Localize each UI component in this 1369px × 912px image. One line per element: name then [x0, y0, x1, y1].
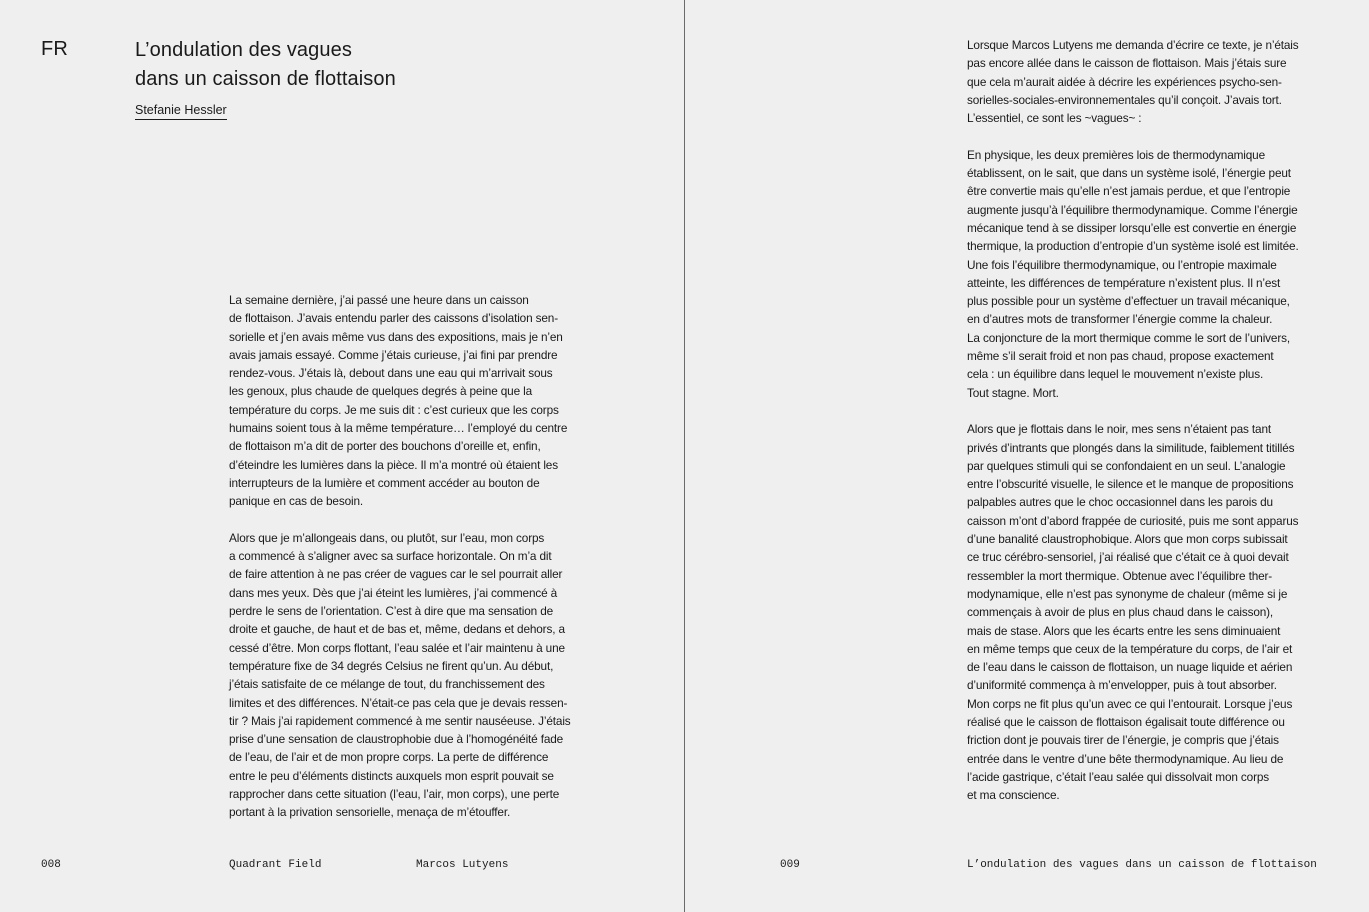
- title-line: dans un caisson de flottaison: [135, 68, 396, 90]
- text-line: modynamique, elle n’est pas synonyme de chaleur (même si je: [967, 586, 1288, 601]
- text-line: que cela m’aurait aidée à décrire les expériences psycho-sen-: [967, 74, 1282, 89]
- paragraph: [967, 420, 1347, 804]
- text-line: augmente jusqu’à l’équilibre thermodynamique. Comme l’énergie: [967, 202, 1298, 217]
- text-line: entre le peu d’éléments distincts auxquels mon esprit pouvait se: [229, 768, 554, 783]
- text-line: La conjoncture de la mort thermique comme le sort de l’univers,: [967, 330, 1290, 345]
- text-line: ce truc cérébro-sensoriel, j’ai réalisé que c’était ce à quoi devait: [967, 550, 1289, 565]
- text-line: pas encore allée dans le caisson de flottaison. Mais j’étais sure: [967, 56, 1287, 71]
- text-line: entre l’obscurité visuelle, le silence et le manque de propositions: [967, 477, 1294, 492]
- text-line: perdre le sens de l’orientation. C’est à dire que ma sensation de: [229, 604, 554, 619]
- left-body-text: [229, 291, 609, 822]
- right-page: [685, 0, 1369, 912]
- text-line: panique en cas de besoin.: [229, 494, 363, 509]
- text-line: sorielle et j’en avais même vus dans des expositions, mais je n’en: [229, 329, 563, 344]
- text-line: a commencé à s’aligner avec sa surface horizontale. On m’a dit: [229, 549, 552, 564]
- text-line: établissent, on le sait, que dans un système isolé, l’énergie peut: [967, 166, 1291, 181]
- title-line: L’ondulation des vagues: [135, 39, 352, 61]
- text-line: température du corps. Je me suis dit : c’est curieux que les corps: [229, 402, 559, 417]
- text-line: par quelques stimuli qui se confondaient en un seul. L’analogie: [967, 458, 1286, 473]
- text-line: de flottaison. J’avais entendu parler des caissons d’isolation sen-: [229, 311, 558, 326]
- footer-artist: Marcos Lutyens: [416, 859, 509, 871]
- text-line: prise d’une sensation de claustrophobie due à l’homogénéité fade: [229, 732, 564, 747]
- paragraph: [229, 529, 609, 822]
- text-line: être convertie mais qu’elle n’est jamais perdue, et que l’entropie: [967, 184, 1291, 199]
- text-line: cessé d’être. Mon corps flottant, l’eau salée et l’air maintenu à une: [229, 640, 565, 655]
- text-line: limites et des différences. N’était-ce pas cela que je devais ressen-: [229, 695, 568, 710]
- paragraph: [229, 291, 609, 511]
- text-line: Alors que je m’allongeais dans, ou plutôt, sur l’eau, mon corps: [229, 530, 545, 545]
- text-line: friction dont je pouvais tirer de l’énergie, je compris que j’étais: [967, 733, 1279, 748]
- text-line: La semaine dernière, j’ai passé une heure dans un caisson: [229, 293, 529, 307]
- text-line: humains soient tous à la même température… l’employé du centre: [229, 421, 568, 436]
- left-page: [0, 0, 684, 912]
- text-line: Lorsque Marcos Lutyens me demanda d’écrire ce texte, je n’étais: [967, 38, 1299, 52]
- paragraph-gap: [967, 402, 1347, 420]
- author-name: Stefanie Hessler: [135, 102, 227, 120]
- text-line: d’éteindre les lumières dans la pièce. Il m’a montré où étaient les: [229, 457, 558, 472]
- text-line: palpables autres que le choc occasionnel dans les parois du: [967, 495, 1273, 510]
- text-line: thermique, la production d’entropie d’un système isolé est limitée.: [967, 239, 1299, 254]
- text-line: même s’il serait froid et non pas chaud, propose exactement: [967, 349, 1274, 364]
- text-line: de l’eau dans le caisson de flottaison, un nuage liquide et aérien: [967, 660, 1293, 675]
- text-line: plus possible pour un système d’effectuer un travail mécanique,: [967, 294, 1290, 309]
- text-line: d’une banalité claustrophobique. Alors que mon corps subissait: [967, 532, 1288, 547]
- text-line: tir ? Mais j’ai rapidement commencé à me sentir nauséeuse. J’étais: [229, 713, 571, 728]
- text-line: sorielles-sociales-environnementales qu’il conçoit. J’avais tort.: [967, 92, 1282, 107]
- right-page-number: 009: [780, 859, 800, 871]
- text-line: ressembler la mort thermique. Obtenue avec l’équilibre ther-: [967, 568, 1273, 583]
- text-line: de faire attention à ne pas créer de vagues car le sel pourrait aller: [229, 567, 563, 582]
- text-line: entrée dans le ventre d’une bête thermodynamique. Au lieu de: [967, 751, 1284, 766]
- text-line: j’étais satisfaite de ce mélange de tout, du franchissement des: [229, 677, 545, 692]
- text-line: en même temps que ceux de la température du corps, de l’air et: [967, 641, 1293, 656]
- text-line: et ma conscience.: [967, 788, 1060, 803]
- text-line: en d’autres mots de transformer l’énergie comme la chaleur.: [967, 312, 1273, 327]
- text-line: de flottaison m’a dit de porter des bouchons d’oreille et, enfin,: [229, 439, 541, 454]
- text-line: d’uniformité commença à m’envelopper, puis à tout absorber.: [967, 678, 1277, 693]
- text-line: avais jamais essayé. Comme j’étais curieuse, j’ai fini par prendre: [229, 347, 558, 362]
- text-line: Une fois l’équilibre thermodynamique, ou l’entropie maximale: [967, 257, 1277, 272]
- text-line: caisson m’ont d’abord frappée de curiosité, puis me sont apparus: [967, 513, 1299, 528]
- text-line: interrupteurs de la lumière et comment accéder au bouton de: [229, 475, 540, 490]
- text-line: mécanique tend à se dissiper lorsqu’elle est convertie en énergie: [967, 220, 1297, 235]
- text-line: commençais à avoir de plus en plus chaud dans le caisson),: [967, 605, 1274, 620]
- text-line: température fixe de 34 degrés Celsius ne firent qu’un. Au début,: [229, 658, 554, 673]
- text-line: droite et gauche, de haut et de bas et, même, dedans et dehors, a: [229, 622, 565, 637]
- footer-book-title: Quadrant Field: [229, 859, 322, 871]
- text-line: Alors que je flottais dans le noir, mes sens n’étaient pas tant: [967, 422, 1272, 437]
- text-line: rapprocher dans cette situation (l’eau, l’air, mon corps), une perte: [229, 787, 560, 802]
- text-line: réalisé que le caisson de flottaison égalisait toute différence ou: [967, 714, 1285, 729]
- text-line: portant à la privation sensorielle, menaça de m’étouffer.: [229, 805, 511, 820]
- text-line: Mon corps ne fit plus qu’un avec ce qui l’entourait. Lorsque j’eus: [967, 696, 1293, 711]
- article-title: [135, 36, 396, 94]
- text-line: de l’eau, de l’air et de mon propre corps. La perte de différence: [229, 750, 549, 765]
- text-line: privés d’intrants que plongés dans la similitude, faiblement titillés: [967, 440, 1295, 455]
- text-line: cela : un équilibre dans lequel le mouvement n’existe plus.: [967, 367, 1264, 382]
- text-line: atteinte, les différences de température n’existent plus. Il n’est: [967, 275, 1281, 290]
- text-line: rendez-vous. J’étais là, debout dans une eau qui m’arrivait sous: [229, 366, 553, 381]
- footer-running-title: L’ondulation des vagues dans un caisson de flottaison: [967, 859, 1317, 871]
- paragraph: [967, 36, 1347, 127]
- text-line: En physique, les deux premières lois de thermodynamique: [967, 147, 1265, 162]
- text-line: L’essentiel, ce sont les ~vagues~ :: [967, 111, 1142, 126]
- paragraph-gap: [967, 127, 1347, 145]
- paragraph-gap: [229, 511, 609, 529]
- text-line: Tout stagne. Mort.: [967, 385, 1059, 400]
- paragraph: [967, 146, 1347, 402]
- right-body-text: [967, 36, 1347, 804]
- text-line: les genoux, plus chaude de quelques degrés à peine que la: [229, 384, 532, 399]
- text-line: dans mes yeux. Dès que j’ai éteint les lumières, j’ai commencé à: [229, 585, 558, 600]
- text-line: l’acide gastrique, c’était l’eau salée qui dissolvait mon corps: [967, 769, 1270, 784]
- language-marker: FR: [41, 38, 69, 60]
- left-page-number: 008: [41, 859, 61, 871]
- text-line: mais de stase. Alors que les écarts entre les sens diminuaient: [967, 623, 1281, 638]
